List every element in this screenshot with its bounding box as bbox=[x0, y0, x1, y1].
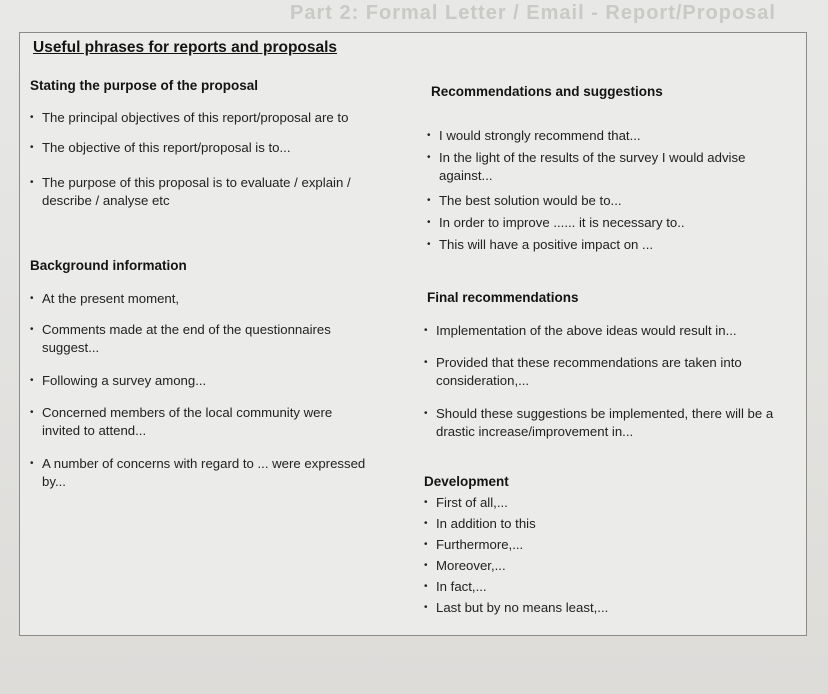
development-heading: Development bbox=[424, 474, 509, 489]
list-item: • The best solution would be to... bbox=[427, 192, 789, 210]
list-item: • In addition to this bbox=[424, 515, 786, 533]
list-item: • Implementation of the above ideas would result in... bbox=[424, 322, 796, 340]
phrases-box bbox=[19, 32, 807, 636]
list-item: • Should these suggestions be implemented, there will be a drastic increase/improvement in... bbox=[424, 405, 791, 441]
list-item: • A number of concerns with regard to ... were expressed by... bbox=[30, 455, 392, 491]
list-item: • The purpose of this proposal is to evaluate / explain / describe / analyse etc bbox=[30, 174, 377, 210]
list-item: • Last but by no means least,... bbox=[424, 599, 786, 617]
list-item: • The principal objectives of this report/proposal are to bbox=[30, 109, 387, 127]
list-item: • In the light of the results of the survey I would advise against... bbox=[427, 149, 794, 185]
list-item: • Provided that these recommendations are taken into consideration,... bbox=[424, 354, 781, 390]
background-heading: Background information bbox=[30, 258, 187, 273]
list-item: • Comments made at the end of the questionnaires suggest... bbox=[30, 321, 362, 357]
list-item: • In fact,... bbox=[424, 578, 786, 596]
final-recommendations-heading: Final recommendations bbox=[427, 290, 579, 305]
list-item: • I would strongly recommend that... bbox=[427, 127, 789, 145]
list-item: • The objective of this report/proposal is to... bbox=[30, 139, 387, 157]
recommendations-heading: Recommendations and suggestions bbox=[431, 84, 663, 99]
list-item: • Furthermore,... bbox=[424, 536, 786, 554]
list-item: • Concerned members of the local community were invited to attend... bbox=[30, 404, 362, 440]
box-title: Useful phrases for reports and proposals bbox=[33, 39, 338, 56]
list-item: • First of all,... bbox=[424, 494, 786, 512]
purpose-heading: Stating the purpose of the proposal bbox=[30, 78, 259, 93]
list-item: • Moreover,... bbox=[424, 557, 786, 575]
bleed-through-header: Part 2: Formal Letter / Email - Report/Proposal bbox=[290, 2, 776, 24]
list-item: • This will have a positive impact on ... bbox=[427, 236, 789, 254]
list-item: • At the present moment, bbox=[30, 290, 387, 308]
list-item: • In order to improve ...... it is necessary to.. bbox=[427, 214, 789, 232]
list-item: • Following a survey among... bbox=[30, 372, 387, 390]
